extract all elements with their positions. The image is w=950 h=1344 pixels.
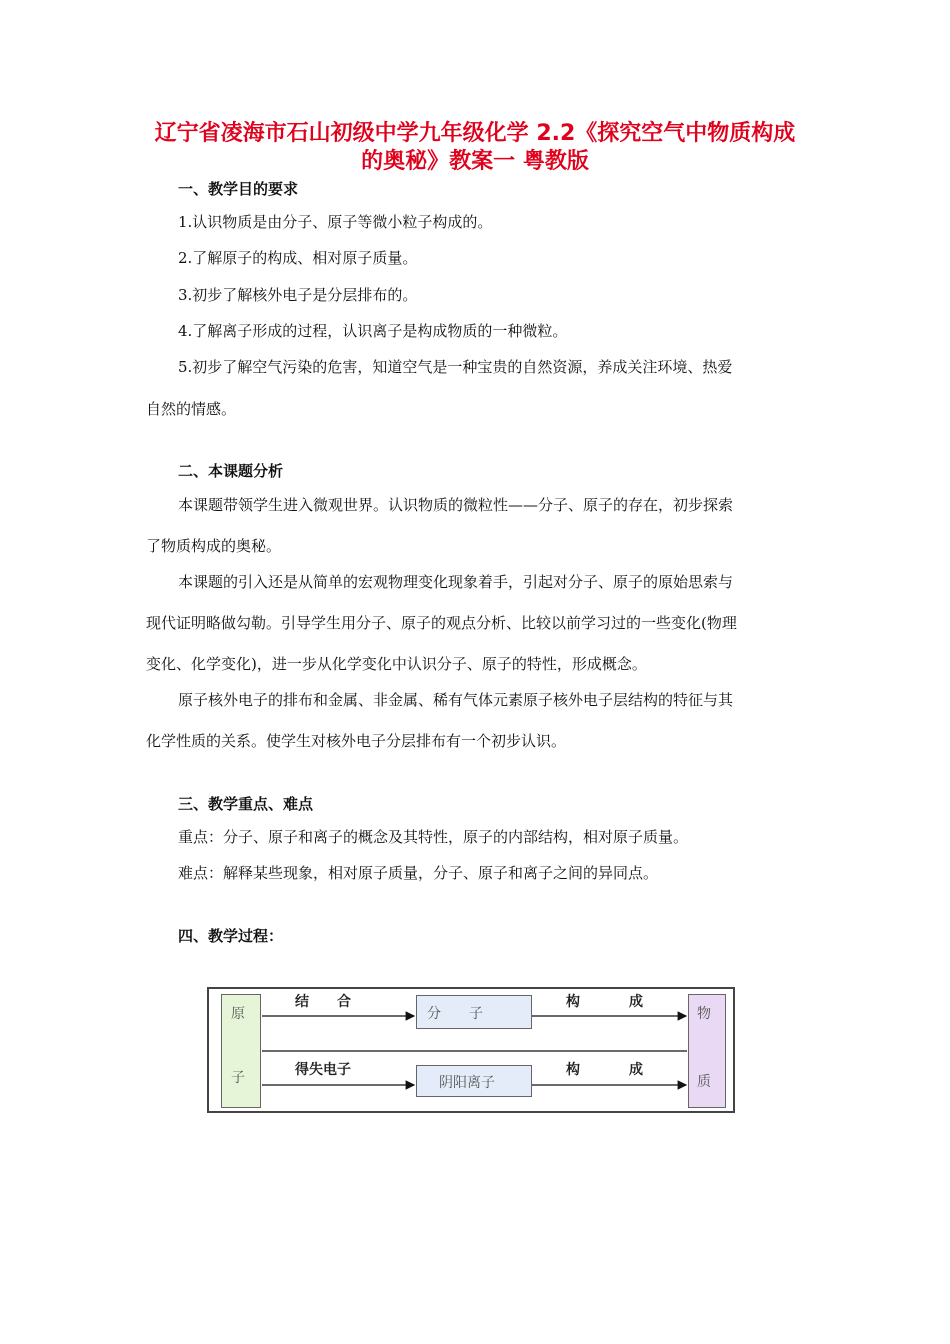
atom-box: [221, 994, 261, 1108]
goal-item-3: 3.初步了解核外电子是分层排布的。: [178, 286, 418, 304]
key-point-line: 重点：分子、原子和离子的概念及其特性，原子的内部结构，相对原子质量。: [178, 828, 689, 846]
combine-label: 结 合: [295, 994, 351, 1010]
compose-bottom-char-1: 构: [566, 1062, 580, 1078]
goal-item-1: 1.认识物质是由分子、原子等微小粒子构成的。: [178, 213, 493, 231]
analysis-line-1: 本课题带领学生进入微观世界。认识物质的微粒性——分子、原子的存在，初步探索: [178, 496, 734, 514]
title-line-2: 的奥秘》教案一 粤教版: [361, 149, 589, 174]
compose-top-char-2: 成: [629, 994, 643, 1010]
molecule-label: 分 子: [427, 1006, 483, 1022]
goal-item-5: 5.初步了解空气污染的危害，知道空气是一种宝贵的自然资源，养成关注环境、热爱: [178, 358, 733, 376]
document-title: [130, 120, 820, 176]
gain-lose-electron-label: 得失电子: [295, 1062, 351, 1078]
compose-bottom-char-2: 成: [629, 1062, 643, 1078]
matter-box: [688, 994, 726, 1108]
section-heading-1: 一、教学目的要求: [178, 180, 299, 198]
atom-char-2: 子: [231, 1070, 245, 1086]
section-heading-3: 三、教学重点、难点: [178, 795, 314, 813]
matter-char-1: 物: [697, 1006, 711, 1022]
matter-char-2: 质: [697, 1074, 711, 1090]
analysis-line-6: 原子核外电子的排布和金属、非金属、稀有气体元素原子核外电子层结构的特征与其: [178, 691, 734, 709]
analysis-line-5: 变化、化学变化)，进一步从化学变化中认识分子、原子的特性，形成概念。: [146, 655, 647, 673]
goal-item-2: 2.了解原子的构成、相对原子质量。: [178, 249, 418, 267]
goal-item-5-cont: 自然的情感。: [146, 400, 237, 418]
ion-box: [416, 1065, 532, 1097]
title-line-1: 辽宁省凌海市石山初级中学九年级化学 2.2《探究空气中物质构成: [154, 121, 796, 146]
compose-top-char-1: 构: [566, 994, 580, 1010]
goal-item-4: 4.了解离子形成的过程，认识离子是构成物质的一种微粒。: [178, 322, 568, 340]
molecule-box: [416, 995, 532, 1029]
analysis-line-2: 了物质构成的奥秘。: [146, 537, 282, 555]
atom-char-1: 原: [231, 1006, 245, 1022]
difficulty-line: 难点：解释某些现象，相对原子质量，分子、原子和离子之间的异同点。: [178, 864, 659, 882]
analysis-line-4: 现代证明略做勾勒。引导学生用分子、原子的观点分析、比较以前学习过的一些变化(物理: [146, 614, 737, 632]
ion-label: 阴阳离子: [439, 1075, 495, 1091]
matter-composition-diagram: [207, 987, 735, 1113]
analysis-line-7: 化学性质的关系。使学生对核外电子分层排布有一个初步认识。: [146, 732, 567, 750]
section-heading-2: 二、本课题分析: [178, 462, 284, 480]
analysis-line-3: 本课题的引入还是从简单的宏观物理变化现象着手，引起对分子、原子的原始思索与: [178, 573, 734, 591]
section-heading-4: 四、教学过程：: [178, 927, 284, 945]
